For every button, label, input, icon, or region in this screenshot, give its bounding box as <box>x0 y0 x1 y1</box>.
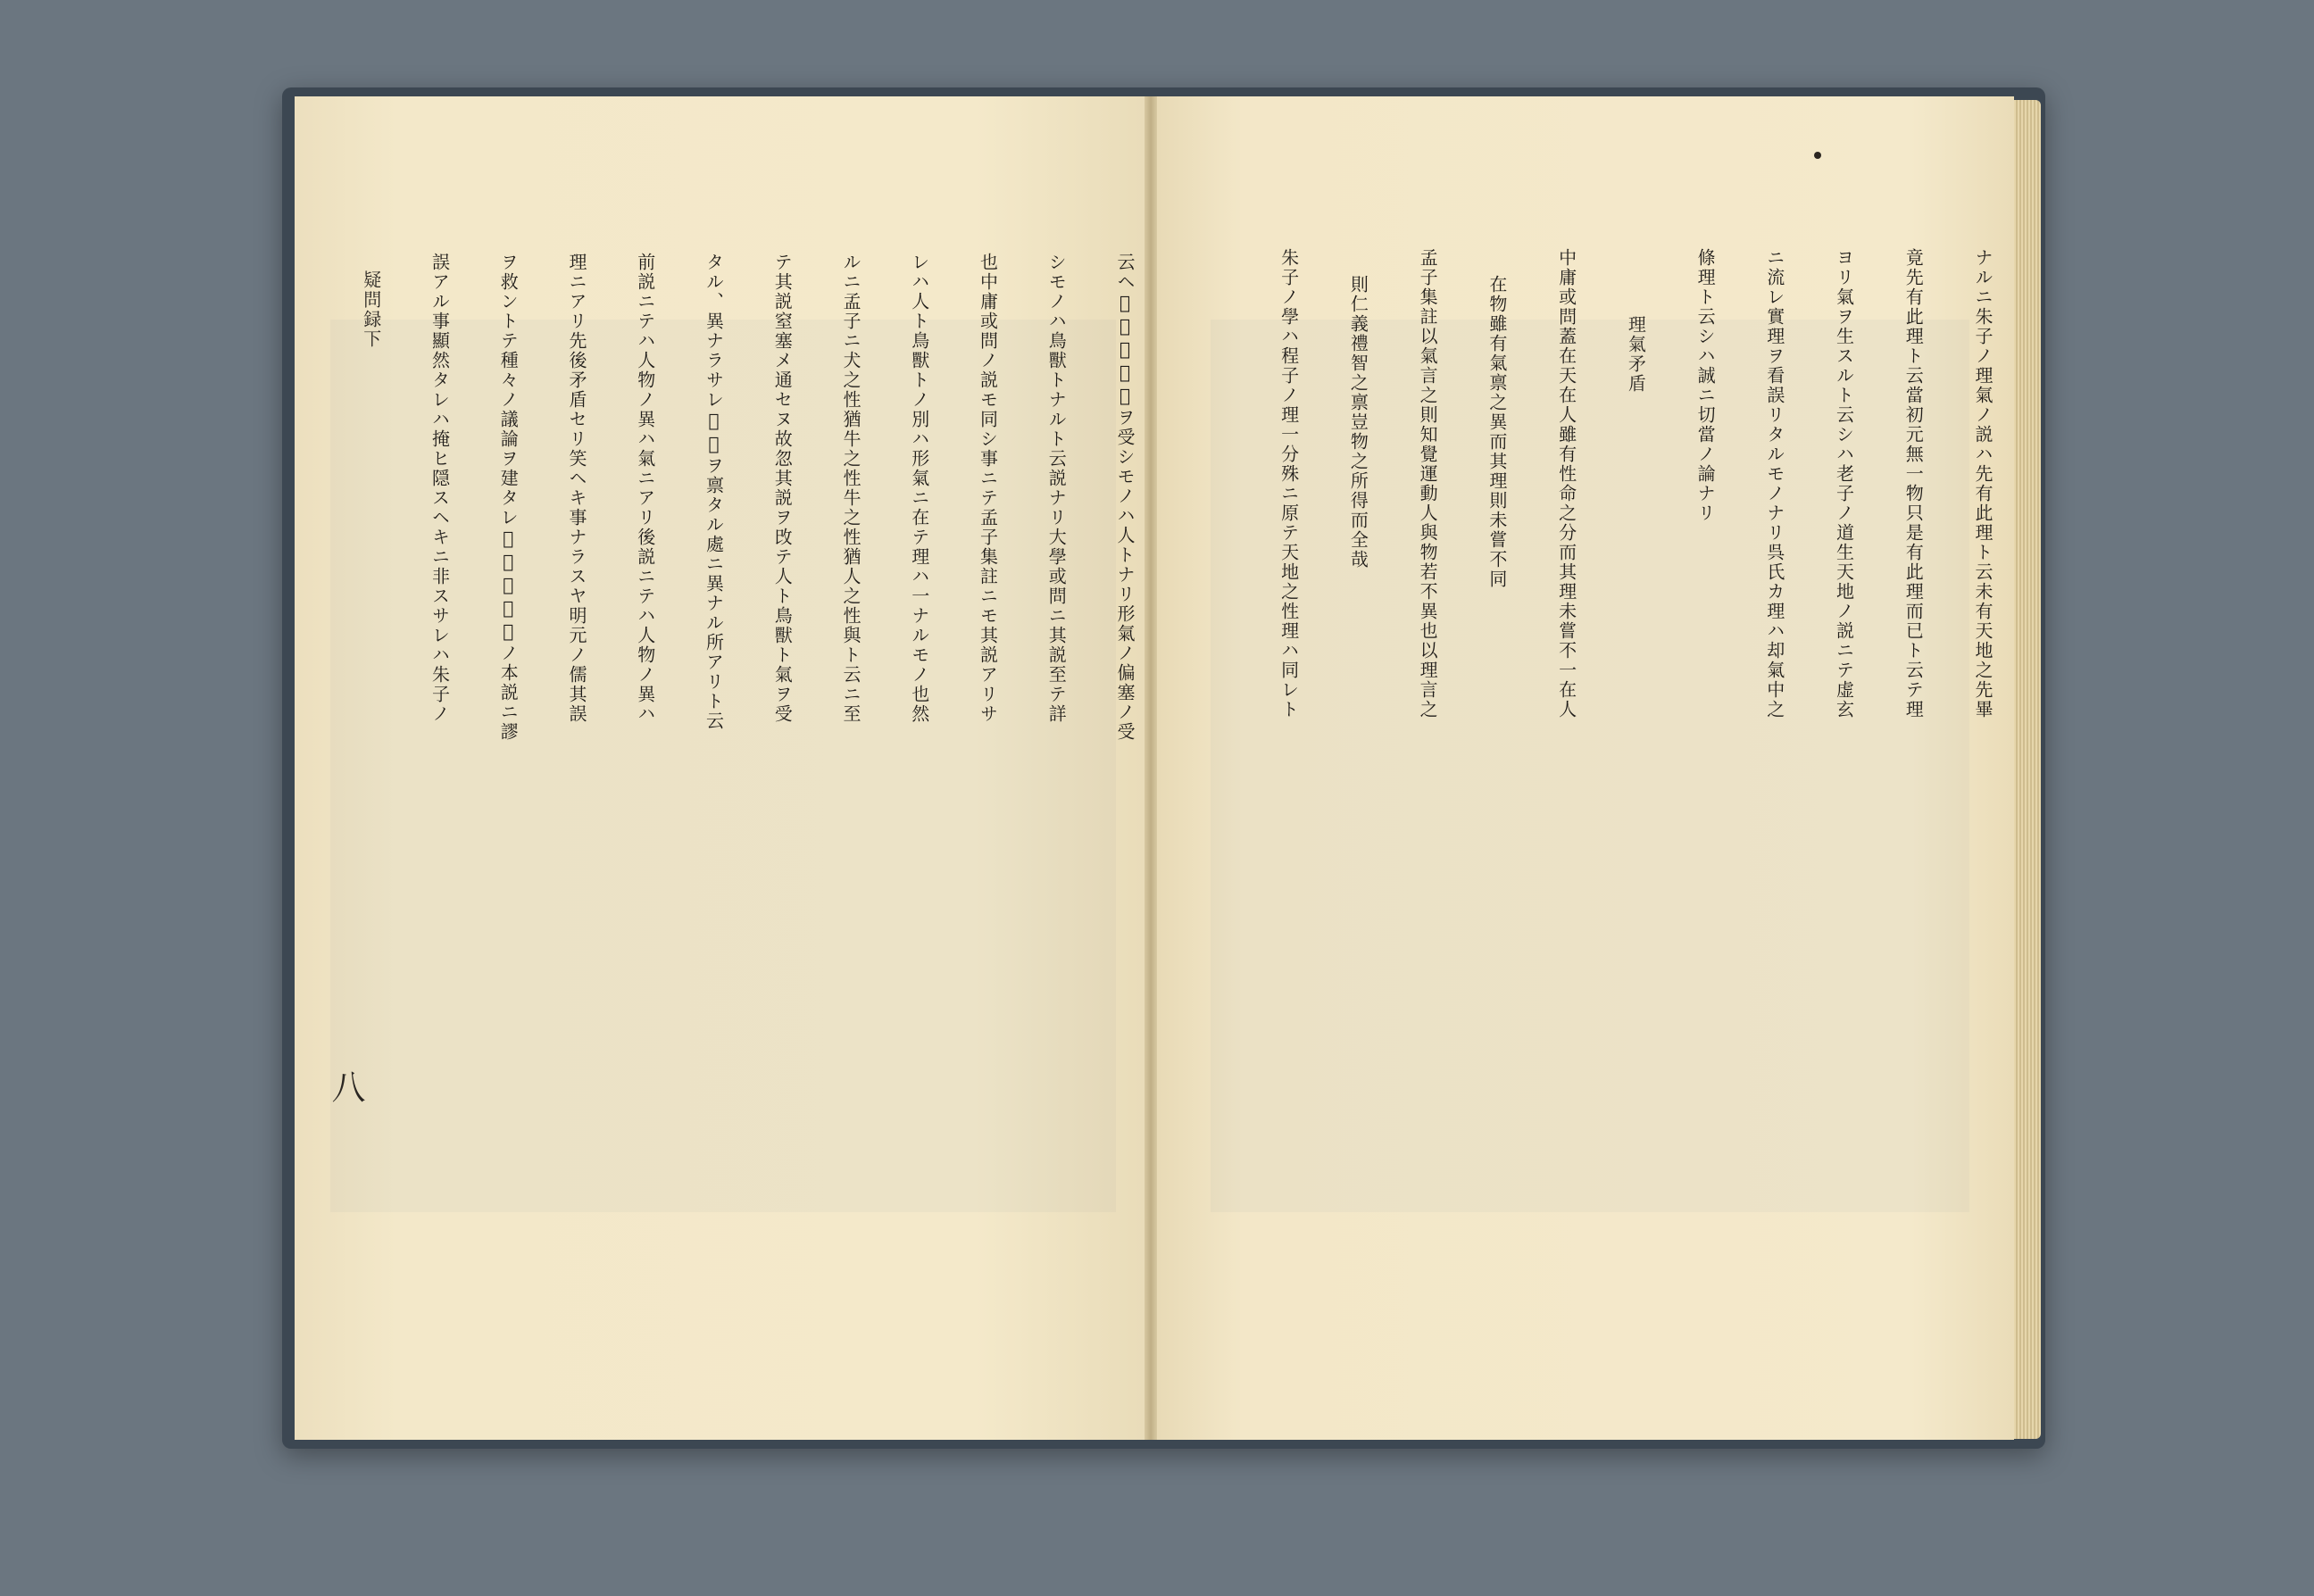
right-page <box>1157 96 2014 1440</box>
text-column: シモノハ鳥獸トナルト云説ナリ大學或問ニ其説至テ詳 <box>1045 253 1068 724</box>
text-column: 朱子ノ學ハ程子ノ理一分殊ニ原テ天地之性理ハ同レト <box>1278 248 1300 719</box>
running-head: 疑問録下 <box>360 270 382 349</box>
text-column: タル、異ナラサレ𪜈理ヲ禀タル處ニ異ナル所アリト云 <box>703 253 725 731</box>
text-column: 竟先有此理ト云當初元無一物只是有此理而已ト云テ理 <box>1902 248 1925 719</box>
text-column: 在物雖有氣禀之異而其理則未嘗不同 <box>1486 275 1508 589</box>
text-column: ルニ孟子ニ犬之性猶牛之性牛之性猶人之性與ト云ニ至 <box>840 253 862 724</box>
page-number: 八 <box>326 1069 365 1103</box>
text-column: ナルニ朱子ノ理氣ノ説ハ先有此理ト云未有天地之先畢 <box>1972 248 1994 719</box>
book-spine <box>1145 96 1157 1440</box>
text-column: 條理ト云シハ誠ニ切當ノ論ナリ <box>1694 248 1717 523</box>
text-column: テ其説窒塞メ通セヌ故忽其説ヲ攺テ人ト鳥獸ト氣ヲ受 <box>771 253 794 724</box>
text-column: 則仁義禮智之禀豈物之所得而全哉 <box>1347 275 1369 569</box>
text-column: 誤アル事顯然タレハ掩ヒ隠スヘキニ非スサレハ朱子ノ <box>429 253 451 724</box>
text-column: 云ヘ𪜈形氣正通ヲ受シモノハ人トナリ形氣ノ偏塞ノ受 <box>1114 253 1136 742</box>
left-page-text <box>330 96 1134 1596</box>
section-heading: 理氣矛盾 <box>1625 315 1647 394</box>
text-column: 中庸或問蓋在天在人雖有性命之分而其理未嘗不一在人 <box>1555 248 1577 719</box>
right-page-text <box>1228 96 1992 1592</box>
text-column: 孟子集註以氣言之則知覺運動人與物若不異也以理言之 <box>1417 248 1439 719</box>
text-column: ヨリ氣ヲ生スルト云シハ老子ノ道生天地ノ説ニテ虚玄 <box>1833 248 1855 719</box>
text-column: ヲ救ントテ種々ノ議論ヲ建タレ𪜈畢竟朱子ノ本説ニ謬 <box>497 253 520 742</box>
text-column: ニ流レ實理ヲ看誤リタルモノナリ呉氏カ理ハ却氣中之 <box>1763 248 1785 719</box>
text-column: 也中庸或問ノ説モ同シ事ニテ孟子集註ニモ其説アリサ <box>977 253 999 724</box>
text-column: 理ニアリ先後矛盾セリ笑ヘキ事ナラスヤ明元ノ儒其誤 <box>566 253 587 724</box>
text-column: 前説ニテハ人物ノ異ハ氣ニアリ後説ニテハ人物ノ異ハ <box>634 253 656 724</box>
left-page <box>295 96 1145 1440</box>
text-column: レハ人ト鳥獸トノ別ハ形氣ニ在テ理ハ一ナルモノ也然 <box>908 253 930 724</box>
